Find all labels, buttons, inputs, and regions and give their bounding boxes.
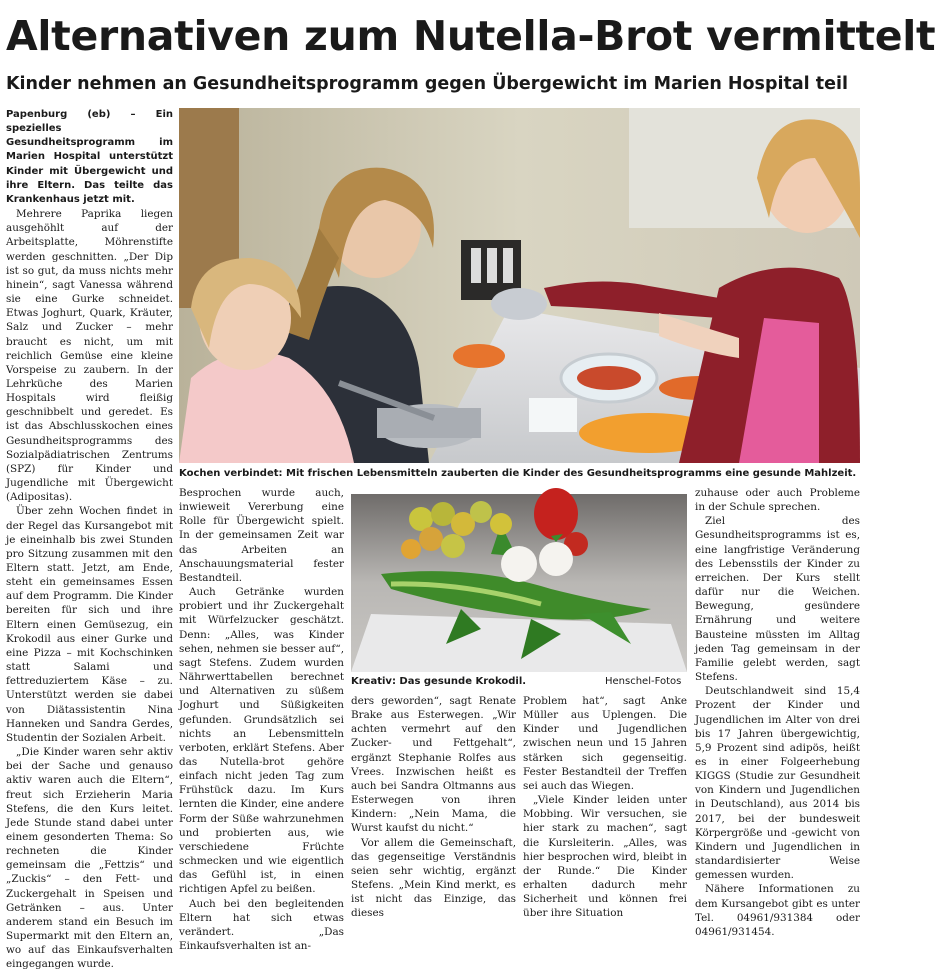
column-5 (695, 486, 860, 938)
crocodile-photo (351, 494, 687, 672)
paragraph: Problem hat“, sagt Anke Müller aus Uplengen. Die Kinder und Jugendlichen zwischen neun und 15 Jahren stärken sich gegenseitig. Fester Bestandteil der Treffen sei auch das Wiegen. (523, 695, 687, 792)
paragraph: „Die Kinder waren sehr aktiv bei der Sache und genauso aktiv waren auch die Eltern“, freut sich Erzieherin Maria Stefens, die den Kurs leitet. Jede Stunde stand dabei unter einem gesonderten Thema: So rechneten die Kinder gemeinsam die „Fettzis“ und „Zuckis“ – den Fett- und Zuckergehalt in Speisen und Getränken – aus. Unter anderem stand ein Besuch im Supermarkt mit den Eltern an, wo auf das Einkaufsverhalten eingegangen wurde. (6, 746, 173, 971)
paragraph: Ziel des Gesundheitsprogramms ist es, eine langfristige Veränderung des Lebensstils der Kinder zu erreichen. Der Kurs stellt dafür nur die Weichen. Bewegung, gesündere Ernährung und weitere Bausteine müssten im Alltag jeden Tag gemeinsam in der Familie gelebt werden, sagt Stefens. (695, 515, 860, 684)
photo-credit: Henschel-Fotos (605, 676, 682, 687)
subheadline: Kinder nehmen an Gesundheitsprogramm gegen Übergewicht im Marien Hospital teil (6, 74, 848, 94)
crocodile-photo-caption: Kreativ: Das gesunde Krokodil. (351, 676, 527, 687)
column-4 (523, 694, 687, 920)
main-photo-caption: Kochen verbindet: Mit frischen Lebensmitteln zauberten die Kinder des Gesundheitsprogramms eine gesunde Mahlzeit. (179, 468, 857, 479)
paragraph: ders geworden“, sagt Renate Brake aus Esterwegen. „Wir achten vermehrt auf den Zucker- und Fettgehalt“, ergänzt Stephanie Rolfes aus Vrees. Inzwischen heißt es auch bei Sandra Oltmanns aus Esterwegen von ihren Kindern: „Nein Mama, die Wurst kaufst du nicht.“ (351, 695, 516, 835)
paragraph: Über zehn Wochen findet in der Regel das Kursangebot mit je eineinhalb bis zwei Stunden pro Sitzung zusammen mit den Eltern statt. Jetzt, am Ende, steht ein gemeinsames Essen auf dem Programm. Die Kinder bereiten für sich und ihre Eltern einen Gemüsezug, ein Krokodil aus einer Gurke und eine Pizza – mit Kochschinken statt Salami und fettreduziertem Käse – zu. Unterstützt werden sie dabei von Diätassistentin Nina Hanneken und Sandra Gerdes, Studentin der Sozialen Arbeit. (6, 505, 173, 744)
paragraph: „Viele Kinder leiden unter Mobbing. Wir versuchen, sie hier stark zu machen“, sagt die Kursleiterin. „Alles, was hier besprochen wird, bleibt in der Runde.“ Die Kinder erhalten dadurch mehr Sicherheit und können frei über ihre Situation (523, 794, 687, 920)
lead-paragraph: Papenburg (eb) – Ein spezielles Gesundheitsprogramm im Marien Hospital unterstützt Kinder mit Übergewicht und ihre Eltern. Das teilte das Krankenhaus jetzt mit. (6, 109, 173, 205)
paragraph: Vor allem die Gemeinschaft, das gegenseitige Verständnis seien sehr wichtig, ergänzt Stefens. „Mein Kind merkt, es ist nicht das Einzige, das dieses (351, 836, 516, 920)
paragraph: Besprochen wurde auch, inwieweit Vererbung eine Rolle für Übergewicht spielt. In der gemeinsamen Zeit war das Arbeiten an Anschauungsmaterial fester Bestandteil. (179, 487, 344, 584)
paragraph: Nähere Informationen zu dem Kursangebot gibt es unter Tel. 04961/931384 oder 04961/931454. (695, 883, 860, 938)
paragraph: Auch bei den begleitenden Eltern hat sich etwas verändert. „Das Einkaufsverhalten ist an- (179, 897, 344, 952)
headline: Alternativen zum Nutella-Brot vermittelt (6, 12, 935, 60)
main-photo (179, 108, 860, 463)
column-2 (179, 486, 344, 952)
column-1 (6, 108, 173, 971)
paragraph: Deutschlandweit sind 15,4 Prozent der Kinder und Jugendlichen im Alter von drei bis 17 Jahren übergewichtig, 5,9 Prozent sind adipös, heißt es in einer Folgeerhebung KIGGS (Studie zur Gesundheit von Kindern und Jugendlichen in Deutschland), aus 2014 bis 2017, bei der bundesweit Körpergröße und -gewicht von Kindern und Jugendlichen in standardisierter Weise gemessen wurden. (695, 685, 860, 882)
column-3 (351, 694, 516, 920)
paragraph: Mehrere Paprika liegen ausgehöhlt auf der Arbeitsplatte, Möhrenstifte werden geschnitten. „Der Dip ist so gut, da muss nichts mehr hinein“, sagt Vanessa während sie eine Gurke schneidet. Etwas Joghurt, Quark, Kräuter, Salz und Zucker – mehr braucht es nicht, um mit reichlich Gemüse eine kleine Vorspeise zu zaubern. In der Lehrküche des Marien Hospitals wird fleißig geschnibbelt und geredet. Es ist das Abschlusskochen eines Gesundheitsprogramms des Sozialpädiatrischen Zentrums (SPZ) für Kinder und Jugendliche mit Übergewicht (Adipositas). (6, 208, 173, 504)
paragraph: Auch Getränke wurden probiert und ihr Zuckergehalt mit Würfelzucker geschätzt. Denn: „Alles, was Kinder sehen, nehmen sie besser auf“, sagt Stefens. Zudem wurden Nährwerttabellen berechnet und Alternativen zu süßem Joghurt und Süßigkeiten gefunden. Grundsätzlich sei nichts an Lebensmitteln verboten, erklärt Stefens. Aber das Nutella-brot gehöre einfach nicht jeden Tag zum Frühstück dazu. Im Kurs lernten die Kinder, eine andere Form der Süße wahrzunehmen und probierten aus, wie verschiedene Früchte schmecken und wie eigentlich das Gefühl ist, in einen richtigen Apfel zu beißen. (179, 586, 344, 896)
paragraph: zuhause oder auch Probleme in der Schule sprechen. (695, 487, 860, 514)
